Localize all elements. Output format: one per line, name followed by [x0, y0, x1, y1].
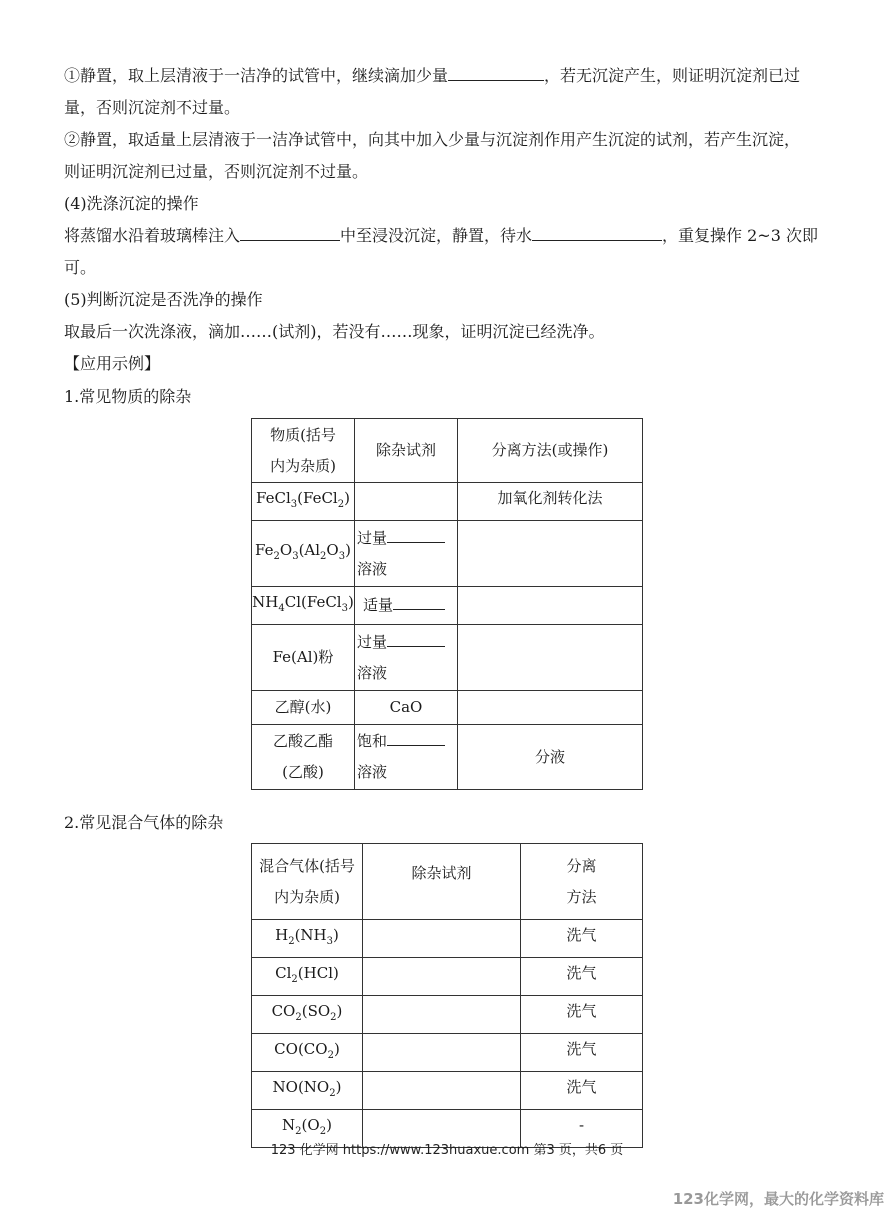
- table-row: [252, 587, 643, 625]
- table-row: [252, 1072, 643, 1110]
- method-cell: 洗气: [521, 1034, 643, 1072]
- answer-blank[interactable]: [393, 595, 445, 610]
- method-cell: -: [521, 1110, 643, 1148]
- method-cell: 分液: [458, 725, 643, 790]
- header-reagent: 除杂试剂: [363, 844, 521, 920]
- reagent-cell[interactable]: [363, 920, 521, 958]
- substance-cell: 乙酸乙酯 (乙酸): [252, 725, 355, 790]
- table-row: [252, 483, 643, 521]
- method-cell: 洗气: [521, 996, 643, 1034]
- section-2-title: 2.常见混合气体的除杂: [64, 813, 224, 832]
- page-footer: 123 化学网 https://www.123huaxue.com 第3 页，共6 页: [270, 1143, 624, 1158]
- table-header-row: [252, 844, 643, 920]
- table-row: [252, 1034, 643, 1072]
- gas-cell: $Cl_2(HCl)$: [252, 958, 363, 996]
- answer-blank[interactable]: [532, 226, 662, 241]
- answer-blank[interactable]: [387, 731, 445, 746]
- gas-cell: $H_2(NH_3)$: [252, 920, 363, 958]
- reagent-cell: CaO: [355, 691, 458, 725]
- reagent-cell: 过量 溶液: [355, 625, 458, 691]
- substance-cell: FeCl$_3$(FeCl$_2$): [252, 483, 355, 521]
- answer-blank[interactable]: [387, 528, 445, 543]
- method-cell: [458, 691, 643, 725]
- substance-cell: 乙醇(水): [252, 691, 355, 725]
- substance-cell: $NH_4Cl(FeCl_3)$: [252, 587, 355, 625]
- method-cell: 洗气: [521, 958, 643, 996]
- gas-cell: $N_2(O_2)$: [252, 1110, 363, 1148]
- answer-blank[interactable]: [448, 66, 544, 81]
- table-header-row: [252, 419, 643, 483]
- section-1-title: 1.常见物质的除杂: [64, 387, 192, 406]
- substance-cell: $Fe_2O_3(Al_2O_3)$: [252, 521, 355, 587]
- reagent-cell: 适量: [355, 587, 458, 625]
- answer-blank[interactable]: [387, 632, 445, 647]
- method-cell: 加氧化剂转化法: [458, 483, 643, 521]
- method-cell: [458, 587, 643, 625]
- para-1-line-2: 量，否则沉淀剂不过量。: [64, 98, 241, 117]
- text: ，重复操作 2~3 次即: [662, 226, 818, 245]
- heading-5: (5)判断沉淀是否洗净的操作: [64, 290, 263, 309]
- gas-table: [251, 843, 643, 1148]
- reagent-cell[interactable]: [363, 1072, 521, 1110]
- heading-4: (4)洗涤沉淀的操作: [64, 194, 199, 213]
- para-5: 取最后一次洗涤液，滴加……(试剂)，若没有……现象，证明沉淀已经洗净。: [64, 322, 605, 341]
- table-row: [252, 996, 643, 1034]
- header-method: 分离 方法: [521, 844, 643, 920]
- table-row: [252, 725, 643, 790]
- para-1-line-1: [64, 66, 800, 86]
- text: 将蒸馏水沿着玻璃棒注入: [64, 226, 241, 245]
- para-2-line-1: ②静置，取适量上层清液于一洁净试管中，向其中加入少量与沉淀剂作用产生沉淀的试剂，若产生沉淀，: [64, 130, 801, 149]
- gas-cell: $CO_2(SO_2)$: [252, 996, 363, 1034]
- table-row: [252, 691, 643, 725]
- para-4-line-2: 可。: [64, 258, 97, 277]
- method-cell: 洗气: [521, 920, 643, 958]
- text: 中至浸没沉淀，静置，待水: [340, 226, 533, 245]
- reagent-cell: 过量 溶液: [355, 521, 458, 587]
- para-4-line-1: [64, 226, 818, 246]
- substance-cell: Fe(Al)粉: [252, 625, 355, 691]
- text: ①静置，取上层清液于一洁净的试管中，继续滴加少量: [64, 66, 449, 85]
- method-cell: [458, 625, 643, 691]
- reagent-cell[interactable]: [363, 1034, 521, 1072]
- reagent-cell: [355, 483, 458, 521]
- gas-cell: $NO(NO_2)$: [252, 1072, 363, 1110]
- header-method: 分离方法(或操作): [458, 419, 643, 483]
- header-gas: 混合气体(括号 内为杂质): [252, 844, 363, 920]
- watermark: 123化学网，最大的化学资料库: [672, 1190, 884, 1208]
- header-reagent: 除杂试剂: [355, 419, 458, 483]
- method-cell: [458, 521, 643, 587]
- reagent-cell[interactable]: [363, 958, 521, 996]
- gas-cell: $CO(CO_2)$: [252, 1034, 363, 1072]
- header-substance: 物质(括号 内为杂质): [252, 419, 355, 483]
- answer-blank[interactable]: [240, 226, 340, 241]
- reagent-cell[interactable]: [363, 996, 521, 1034]
- para-2-line-2: 则证明沉淀剂已过量，否则沉淀剂不过量。: [64, 162, 369, 181]
- method-cell: 洗气: [521, 1072, 643, 1110]
- table-row: [252, 958, 643, 996]
- table-row: [252, 920, 643, 958]
- table-row: [252, 625, 643, 691]
- table-row: [252, 521, 643, 587]
- reagent-cell: 饱和 溶液: [355, 725, 458, 790]
- substance-table: [251, 418, 643, 790]
- example-heading: 【应用示例】: [64, 354, 161, 373]
- text: ，若无沉淀产生，则证明沉淀剂已过: [544, 66, 801, 85]
